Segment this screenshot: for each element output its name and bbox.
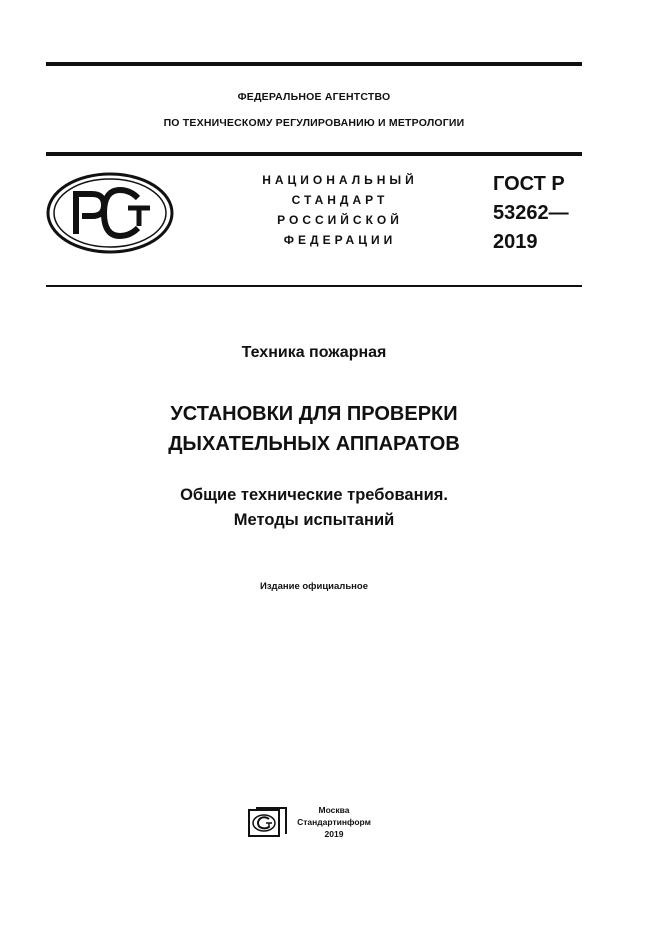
document-subtitle [46, 483, 582, 533]
title-line2: ДЫХАТЕЛЬНЫХ АППАРАТОВ [168, 433, 460, 455]
top-rule [46, 62, 582, 66]
header-bottom-rule [46, 285, 582, 287]
national-standard-line: СТАНДАРТ [291, 193, 389, 207]
publisher-block [296, 804, 372, 840]
rst-certification-mark-icon [46, 172, 174, 254]
title-line1: УСТАНОВКИ ДЛЯ ПРОВЕРКИ [170, 403, 458, 425]
national-standard-line: ФЕДЕРАЦИИ [283, 233, 397, 247]
standard-designation [493, 170, 569, 257]
national-standard-line: РОССИЙСКОЙ [277, 213, 403, 227]
publisher-city: Москва [318, 805, 350, 815]
document-title [46, 399, 582, 459]
national-standard-line: НАЦИОНАЛЬНЫЙ [262, 173, 418, 187]
header-rule [46, 152, 582, 156]
publisher-year: 2019 [324, 829, 344, 839]
national-standard-label [230, 170, 450, 250]
agency-name-line1: ФЕДЕРАЛЬНОЕ АГЕНТСТВО [237, 91, 391, 103]
field-heading: Техника пожарная [241, 344, 387, 361]
edition-note: Издание официальное [260, 581, 368, 592]
subtitle-line1: Общие технические требования. [180, 486, 448, 504]
publisher-name: Стандартинформ [297, 817, 371, 827]
agency-name-line2: ПО ТЕХНИЧЕСКОМУ РЕГУЛИРОВАНИЮ И МЕТРОЛОГИИ [163, 117, 465, 129]
designation-line3: 2019 [493, 231, 538, 253]
designation-line2: 53262— [493, 202, 569, 224]
designation-line1: ГОСТ Р [493, 173, 565, 195]
standartinform-logo-icon [248, 806, 288, 838]
subtitle-line2: Методы испытаний [233, 511, 395, 529]
